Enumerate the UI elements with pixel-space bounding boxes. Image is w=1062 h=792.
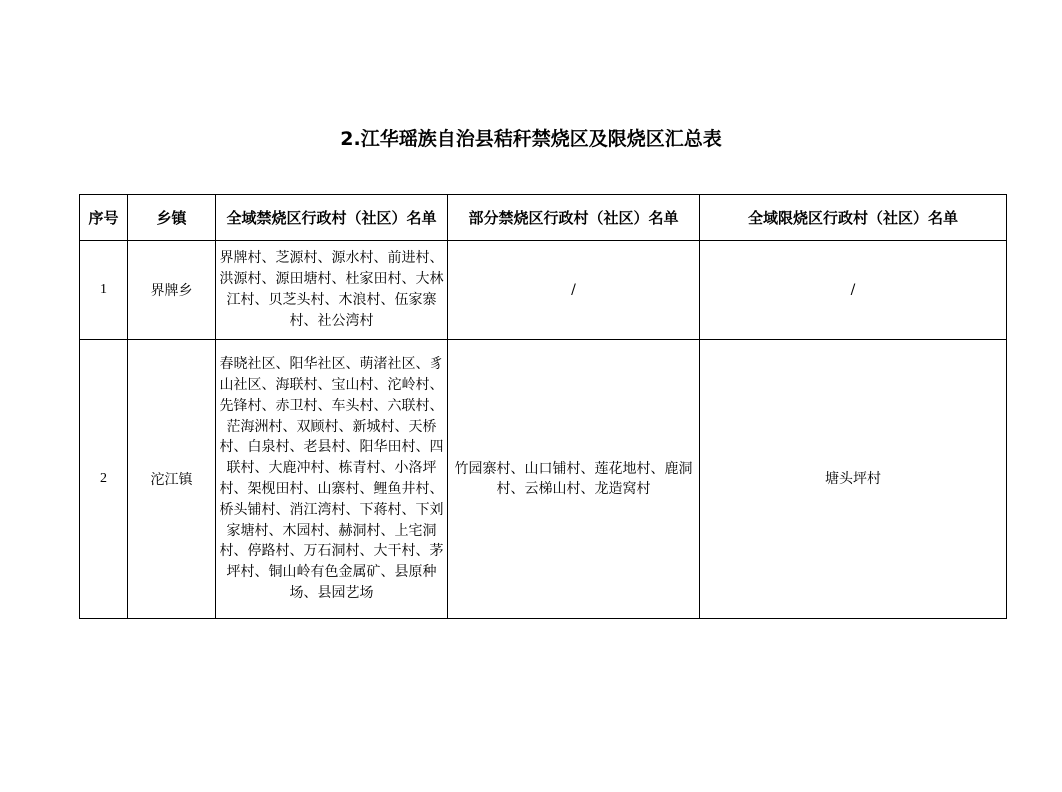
cell-index: 2: [80, 340, 128, 619]
header-partial-ban: 部分禁烧区行政村（社区）名单: [448, 195, 700, 241]
header-full-ban: 全域禁烧区行政村（社区）名单: [216, 195, 448, 241]
cell-full-limit: /: [700, 241, 1007, 340]
cell-partial-ban: /: [448, 241, 700, 340]
page-title: 2.江华瑶族自治县秸秆禁烧区及限烧区汇总表: [340, 128, 722, 150]
header-full-limit: 全域限烧区行政村（社区）名单: [700, 195, 1007, 241]
cell-town: 沱江镇: [128, 340, 216, 619]
summary-table: [79, 194, 1007, 619]
header-town: 乡镇: [128, 195, 216, 241]
header-index: 序号: [80, 195, 128, 241]
table-row: [80, 241, 1007, 340]
cell-town: 界牌乡: [128, 241, 216, 340]
cell-full-ban: 界牌村、芝源村、源水村、前进村、洪源村、源田塘村、杜家田村、大林江村、贝芝头村、木浪村、伍家寨村、社公湾村: [216, 241, 448, 340]
cell-full-ban: 春晓社区、阳华社区、萌渚社区、豸山社区、海联村、宝山村、沱岭村、先锋村、赤卫村、车头村、六联村、茫海洲村、双顾村、新城村、天桥村、白泉村、老县村、阳华田村、四联村、大鹿冲村、栋青村、小洛坪村、架枧田村、山寨村、鲤鱼井村、桥头铺村、消江湾村、下蒋村、下刘家塘村、木园村、赫洞村、上宅洞村、停路村、万石洞村、大干村、茅坪村、铜山岭有色金属矿、县原种场、县园艺场: [216, 340, 448, 619]
cell-partial-ban: 竹园寨村、山口铺村、莲花地村、鹿洞村、云梯山村、龙造窝村: [448, 340, 700, 619]
table-header-row: [80, 195, 1007, 241]
cell-full-limit: 塘头坪村: [700, 340, 1007, 619]
cell-index: 1: [80, 241, 128, 340]
table-row: [80, 340, 1007, 619]
